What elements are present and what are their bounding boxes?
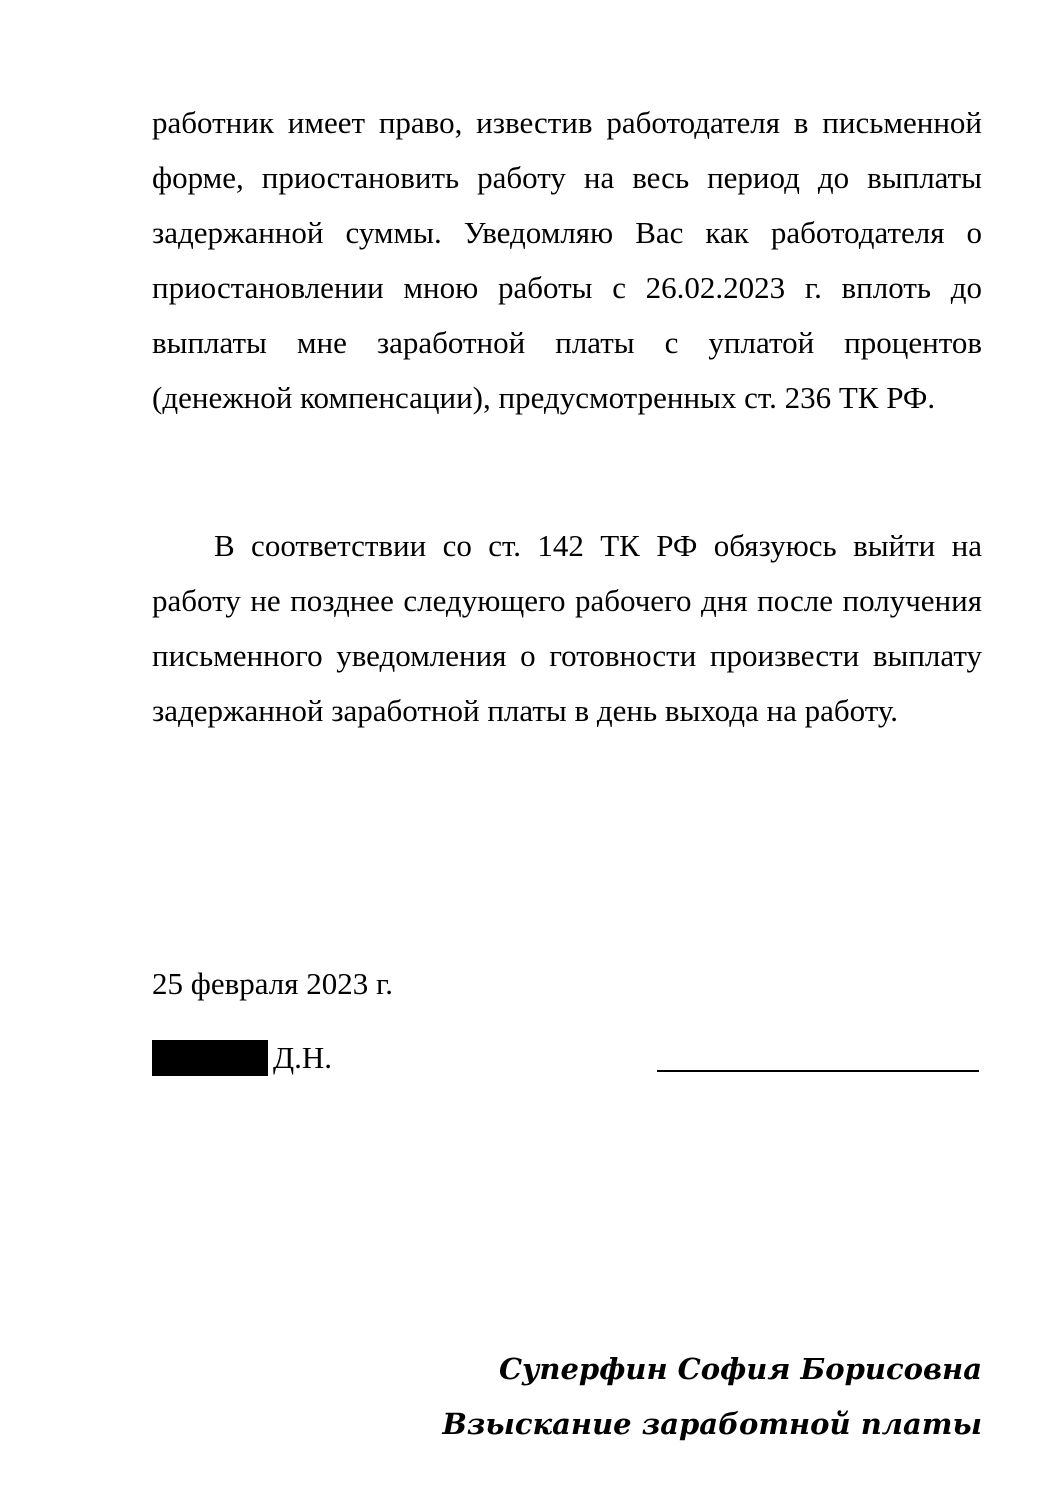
footer-topic: Взыскание заработной платы [442, 1407, 982, 1441]
paragraph-work-suspension: работник имеет право, известив работодателя в письменной форме, приостановить работу на весь период до выплаты задержанной суммы. Уведомляю Вас как работодателя о приостановлении мною работы с 26.02.2023 г. вплоть до выплаты мне заработной платы с уплатой процентов (денежной компенсации), предусмотренных ст. 236 ТК РФ. [152, 105, 982, 415]
document-date: 25 февраля 2023 г. [152, 966, 393, 1001]
footer-author: Суперфин София Борисовна [498, 1352, 982, 1386]
paragraph-return-obligation: В соответствии со ст. 142 ТК РФ обязуюсь выйти на работу не позднее следующего рабочего дня после получения письменного уведомления о готовности произвести выплату задержанной заработной платы в день выхода на работу. [152, 528, 982, 728]
signature-row [152, 1036, 982, 1080]
signatory-initials: Д.Н. [273, 1040, 333, 1075]
redacted-surname [152, 1040, 268, 1076]
footer-block [442, 1342, 982, 1452]
signature-line [657, 1070, 979, 1072]
